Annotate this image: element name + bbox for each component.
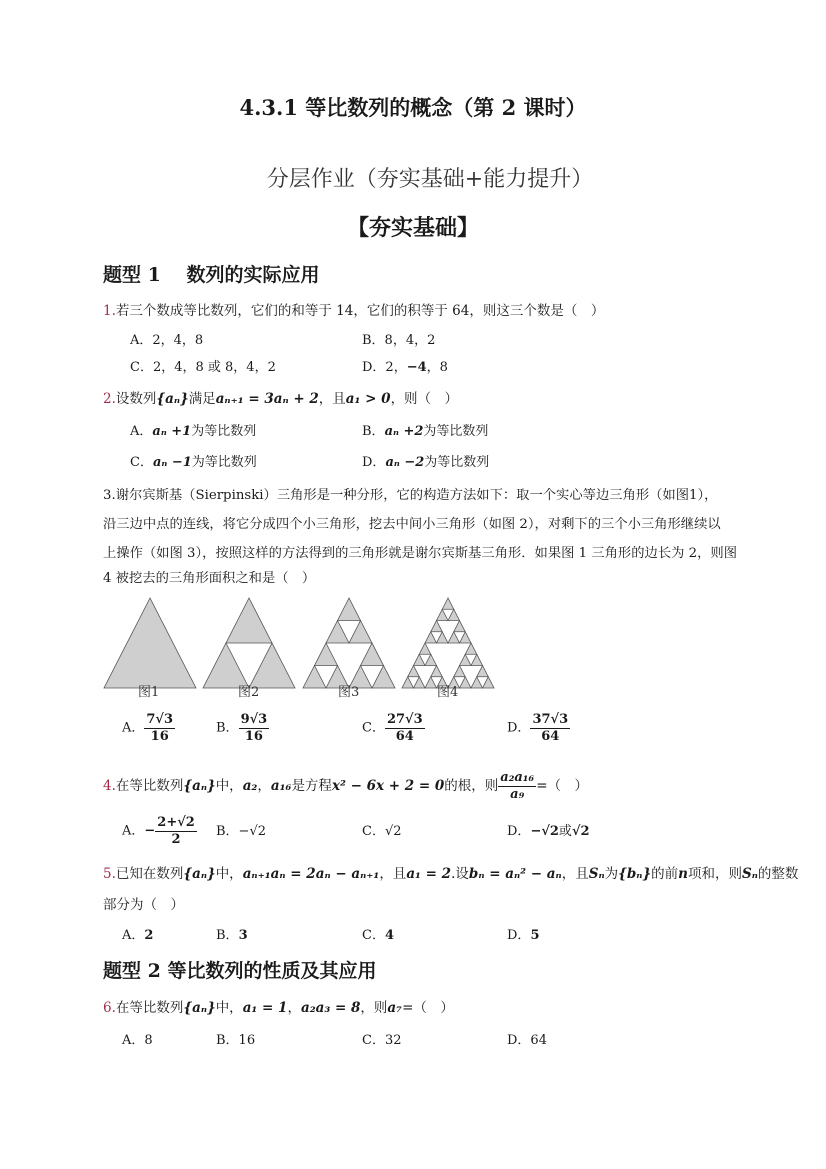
question-3-line2: 沿三边中点的连线，将它分成四个小三角形，挖去中间小三角形（如图 2），对剩下的三个小三角形继续以 [103,517,721,532]
denominator: a₉ [510,787,525,802]
text: ，则（ ） [390,391,459,407]
math: aₙ₊₁aₙ = 2aₙ − aₙ₊₁ [242,866,380,882]
option-letter: A． [130,424,153,439]
fraction [498,770,536,803]
q1-option-a[interactable]: A．2，4，8 [130,333,204,348]
page-subtitle: 分层作业（夯实基础+能力提升） [266,167,594,192]
option-text: 或 [558,824,572,839]
math: a₇ [387,1000,403,1016]
text: 中， [215,1000,243,1016]
question-5 [103,864,798,884]
question-1 [103,301,604,321]
text: 在等比数列 [115,1000,184,1016]
text: ，且 [318,391,346,407]
text: 中， [215,778,243,794]
q1-option-d[interactable] [362,358,448,378]
option-letter: B． [216,928,239,943]
option-letter: C． [130,455,153,470]
q3-option-b[interactable] [216,712,269,745]
figure-label-1: 图1 [138,685,160,700]
question-5-line2: 部分为（ ） [103,897,184,913]
math: n [678,866,688,882]
math: a₁ = 1 [242,1000,288,1016]
option-letter: D． [507,928,531,943]
q5-option-a[interactable] [122,926,153,946]
figure-label-2: 图2 [238,685,260,700]
sierpinski-figure-1 [104,598,196,688]
numerator: 27√3 [386,712,423,727]
solid-triangle [104,598,196,688]
math: a₁ = 2 [406,866,452,882]
option-math: 5 [530,928,540,943]
section-heading: 【夯实基础】 [346,215,479,241]
math: x² − 6x + 2 = 0 [331,778,445,794]
text: .设 [451,866,469,882]
math: Sₙ [588,866,605,882]
sierpinski-figure-2 [203,598,295,688]
text: ， [257,778,271,794]
denominator: 16 [150,729,169,744]
option-letter: C． [362,720,385,736]
option-math: 4 [384,928,394,943]
fraction [144,712,175,745]
fraction [385,712,425,745]
text: 中， [215,866,243,882]
question-number: 6. [103,1000,116,1016]
math: a₁₆ [270,778,292,794]
math: a₂a₃ = 8 [300,1000,361,1016]
math: {aₙ} [183,778,216,794]
option-letter: A． [122,720,145,736]
question-text: 谢尔宾斯基（Sierpinski）三角形是一种分形，它的构造方法如下：取一个实心等边三角形（如图1）， [115,488,718,503]
figure-label-4: 图4 [437,685,459,700]
numerator: 9√3 [240,712,268,727]
math: {bₙ} [618,866,652,882]
question-number: 1. [103,303,116,319]
text: 的根，则 [444,778,499,794]
q3-option-a[interactable] [122,712,175,745]
figure-label-3: 图3 [338,685,360,700]
q4-option-d[interactable] [507,822,590,842]
page-title: 4.3.1 等比数列的概念（第 2 课时） [239,95,587,120]
option-text: D．2， [362,360,407,375]
q6-option-a[interactable]: A．8 [122,1033,153,1048]
q5-option-c[interactable] [362,926,394,946]
numerator: 37√3 [532,712,569,727]
text: 的前 [651,866,679,882]
q6-option-c[interactable]: C．32 [362,1033,402,1048]
option-math: aₙ −2 [385,455,425,470]
denominator: 64 [541,729,560,744]
question-3-line1 [103,481,717,511]
type2-heading: 题型 2 等比数列的性质及其应用 [103,960,377,982]
math: {aₙ} [156,391,189,407]
option-letter: D． [362,455,386,470]
text: ， [287,1000,301,1016]
text: 已知在数列 [115,866,184,882]
fraction [239,712,270,745]
option-math: 3 [238,928,248,943]
option-letter: B． [216,720,239,736]
option-math: aₙ +1 [152,424,192,439]
math: aₙ₊₁ = 3aₙ + 2 [215,391,319,407]
text: 项和，则 [687,866,742,882]
fraction [155,815,197,848]
fraction [530,712,570,745]
math: {aₙ} [183,1000,216,1016]
denominator: 64 [395,729,414,744]
q4-option-b[interactable]: B．−√2 [216,824,267,839]
text: ，且 [379,866,407,882]
option-letter: B． [362,424,385,439]
option-text: 为等比数列 [423,424,489,439]
text: ，且 [561,866,589,882]
option-letter: D． [507,824,531,839]
option-letter: A． [122,823,145,839]
q2-option-d[interactable] [362,453,489,473]
option-math: √2 [571,824,590,839]
math: a₁ > 0 [345,391,391,407]
question-number: 2. [103,391,116,407]
option-math: 2 [144,928,154,943]
q2-option-a[interactable] [130,422,256,442]
question-3-line4: 4 被挖去的三角形面积之和是（ ） [103,571,316,586]
option-math: − [144,823,156,839]
question-6 [103,998,454,1018]
sierpinski-figure-3 [303,598,395,688]
math: Sₙ [741,866,758,882]
option-math: aₙ −1 [152,455,192,470]
q2-option-c[interactable] [130,453,257,473]
sierpinski-figure-4 [402,598,494,688]
text: 在等比数列 [115,778,184,794]
text: =（ ） [536,778,589,794]
option-text: 为等比数列 [424,455,490,470]
denominator: 16 [244,729,263,744]
question-number: 5. [103,866,116,882]
type1-heading: 题型 1 数列的实际应用 [103,264,320,286]
question-number: 3. [103,488,116,503]
q5-option-d[interactable] [507,926,539,946]
question-3-line3: 上操作（如图 3），按照这样的方法得到的三角形就是谢尔宾斯基三角形．如果图 1 三角形的边长为 2，则图 [103,546,737,561]
math: {aₙ} [183,866,216,882]
text: ，则 [360,1000,388,1016]
option-text: 为等比数列 [191,424,257,439]
option-math: −√2 [530,824,559,839]
text: 是方程 [291,778,332,794]
text: 的整数 [757,866,799,882]
option-text: ，8 [426,360,448,375]
question-number: 4. [103,778,116,794]
option-letter: D． [507,720,531,736]
q3-option-d[interactable] [507,712,570,745]
q5-option-b[interactable] [216,926,248,946]
option-math: aₙ +2 [384,424,424,439]
option-text: 为等比数列 [191,455,257,470]
numerator: a₂a₁₆ [500,770,535,785]
q6-option-d[interactable]: D．64 [507,1033,547,1048]
text: 设数列 [115,391,157,407]
question-4 [103,770,588,803]
q4-option-a[interactable] [122,815,197,848]
q3-option-c[interactable] [362,712,425,745]
q4-option-c[interactable]: C．√2 [362,824,402,839]
numerator: 7√3 [146,712,174,727]
text: 为 [604,866,619,882]
q1-option-c[interactable]: C．2，4，8 或 8，4，2 [130,360,276,375]
q6-option-b[interactable]: B．16 [216,1033,256,1048]
text: 满足 [188,391,216,407]
option-letter: C． [362,928,385,943]
math: a₂ [242,778,258,794]
text: =（ ） [402,1000,454,1016]
q2-option-b[interactable] [362,422,488,442]
q1-option-b[interactable]: B．8，4，2 [362,333,436,348]
option-letter: A． [122,928,145,943]
question-2 [103,389,458,409]
option-math: −4 [406,360,427,375]
denominator: 2 [171,832,181,847]
question-text: 若三个数成等比数列，它们的和等于 14，它们的积等于 64，则这三个数是（ ） [115,303,605,319]
math: bₙ = aₙ² − aₙ [468,866,562,882]
numerator: 2+√2 [157,815,195,830]
